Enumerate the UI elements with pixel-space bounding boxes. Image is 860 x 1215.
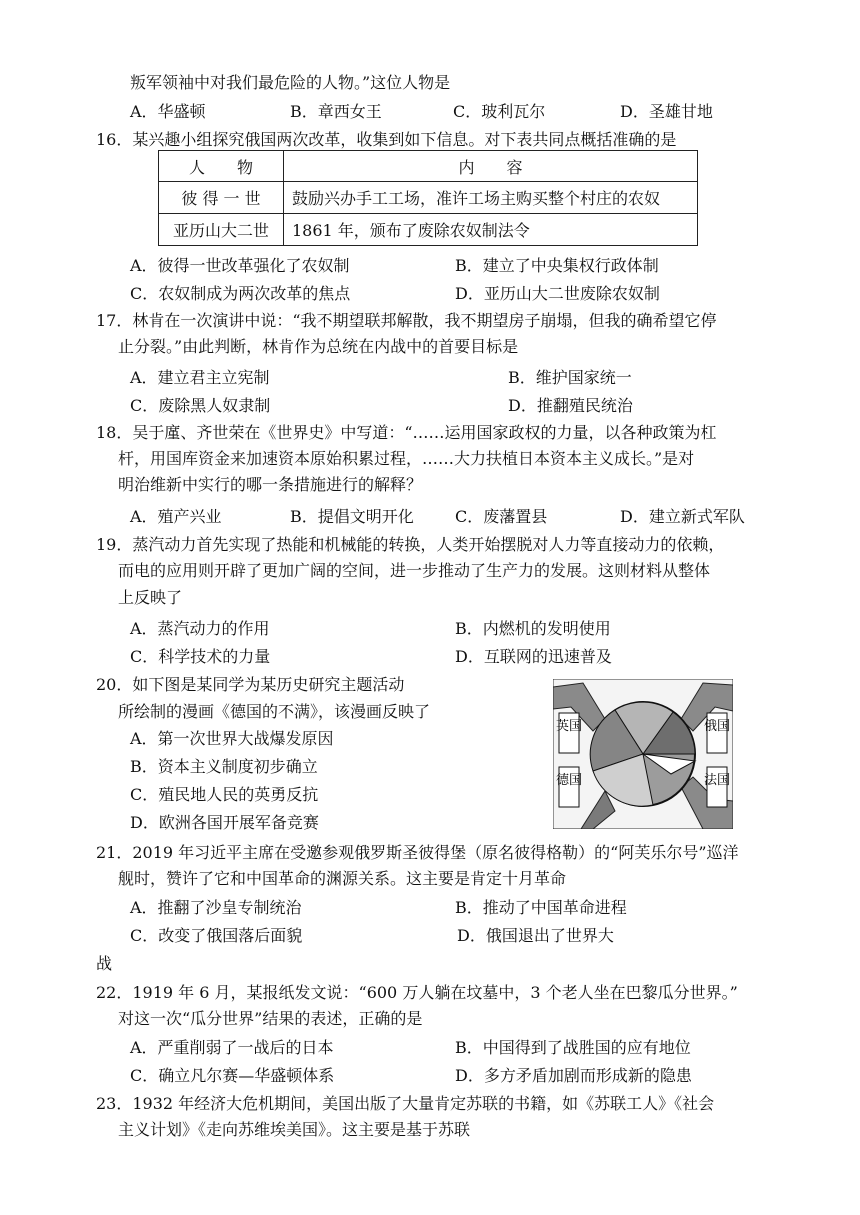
q18-option-b: B．提倡文明开化 (290, 507, 414, 526)
table-cell: 鼓励兴办手工工场，准许工场主购买整个村庄的农奴 (284, 182, 698, 214)
q21-option-c: C．改变了俄国落后面貌 (130, 926, 303, 945)
q21-stem-line-2: 舰时，赞许了它和中国革命的渊源关系。这主要是肯定十月革命 (118, 869, 567, 888)
cartoon-label-germany: 德国 (555, 773, 583, 788)
q22-option-a: A．严重削弱了一战后的日本 (130, 1038, 334, 1057)
table-cell: 彼 得 一 世 (159, 182, 284, 214)
q19-stem-line-2: 而电的应用则开辟了更加广阔的空间，进一步推动了生产力的发展。这则材料从整体 (118, 561, 711, 580)
q15-option-a: A．华盛顿 (130, 102, 206, 121)
table-cell: 1861 年，颁布了废除农奴制法令 (284, 214, 698, 246)
q22-stem-line-1: 22．1919 年 6 月，某报纸发文说：“600 万人躺在坟墓中，3 个老人坐在巴黎瓜分世界。” (96, 983, 738, 1002)
q22-option-b: B．中国得到了战胜国的应有地位 (455, 1038, 691, 1057)
cartoon-label-russia: 俄国 (703, 719, 731, 734)
q18-stem-line-2: 杆，用国库资金来加速资本原始积累过程，……大力扶植日本资本主义成长。”是对 (118, 449, 695, 468)
q19-option-c: C．科学技术的力量 (130, 647, 271, 666)
table-header-row (159, 151, 698, 182)
q15-option-d: D．圣雄甘地 (620, 102, 713, 121)
q21-option-a: A．推翻了沙皇专制统治 (130, 898, 302, 917)
q15-stem-line: 叛军领袖中对我们最危险的人物。”这位人物是 (130, 73, 451, 92)
q17-option-d: D．推翻殖民统治 (508, 396, 633, 415)
cartoon-label-france: 法国 (703, 773, 731, 788)
q16-option-d: D．亚历山大二世废除农奴制 (455, 284, 660, 303)
q21-option-d: D．俄国退出了世界大 (457, 926, 614, 945)
q16-stem: 16．某兴趣小组探究俄国两次改革，收集到如下信息。对下表共同点概括准确的是 (96, 130, 677, 149)
q22-stem-line-2: 对这一次“瓜分世界”结果的表述，正确的是 (118, 1009, 423, 1028)
q19-option-a: A．蒸汽动力的作用 (130, 619, 270, 638)
q18-option-d: D．建立新式军队 (620, 507, 745, 526)
q18-option-c: C．废藩置县 (455, 507, 548, 526)
cartoon-germany-discontent (553, 679, 733, 829)
q20-option-b: B．资本主义制度初步确立 (130, 757, 318, 776)
q17-stem-line-1: 17．林肯在一次演讲中说：“我不期望联邦解散，我不期望房子崩塌，但我的确希望它停 (96, 311, 717, 330)
q16-option-b: B．建立了中央集权行政体制 (455, 256, 659, 275)
q18-option-a: A．殖产兴业 (130, 507, 222, 526)
q18-stem-line-3: 明治维新中实行的哪一条措施进行的解释？ (118, 475, 423, 494)
q15-option-c: C．玻利瓦尔 (453, 102, 546, 121)
q17-stem-line-2: 止分裂。”由此判断，林肯作为总统在内战中的首要目标是 (118, 337, 519, 356)
q20-option-a: A．第一次世界大战爆发原因 (130, 729, 334, 748)
q23-stem-line-2: 主义计划》《走向苏维埃美国》。这主要是基于苏联 (118, 1120, 471, 1139)
q18-stem-line-1: 18．吴于廑、齐世荣在《世界史》中写道：“……运用国家政权的力量，以各种政策为杠 (96, 423, 717, 442)
q22-option-d: D．多方矛盾加剧而形成新的隐患 (455, 1066, 692, 1085)
q19-option-b: B．内燃机的发明使用 (455, 619, 611, 638)
q16-option-a: A．彼得一世改革强化了农奴制 (130, 256, 350, 275)
table-header-cell: 内 容 (284, 151, 698, 182)
q16-option-c: C．农奴制成为两次改革的焦点 (130, 284, 351, 303)
q17-option-b: B．维护国家统一 (508, 368, 632, 387)
q19-stem-line-3: 上反映了 (118, 588, 183, 607)
q23-stem-line-1: 23．1932 年经济大危机期间，美国出版了大量肯定苏联的书籍，如《苏联工人》《社会 (96, 1094, 715, 1113)
q21-stem-line-1: 21．2019 年习近平主席在受邀参观俄罗斯圣彼得堡（原名彼得格勒）的“阿芙乐尔号”巡洋 (96, 843, 739, 862)
q15-option-b: B．章西女王 (290, 102, 382, 121)
table-row (159, 214, 698, 246)
q20-stem-line-2: 所绘制的漫画《德国的不满》，该漫画反映了 (118, 702, 431, 721)
q21-option-d-wrap: 战 (96, 954, 113, 973)
cartoon-label-britain: 英国 (555, 719, 583, 734)
q16-table (158, 150, 698, 246)
q17-option-a: A．建立君主立宪制 (130, 368, 270, 387)
q20-option-c: C．殖民地人民的英勇反抗 (130, 785, 319, 804)
q17-option-c: C．废除黑人奴隶制 (130, 396, 271, 415)
table-row (159, 182, 698, 214)
q19-stem-line-1: 19．蒸汽动力首先实现了热能和机械能的转换，人类开始摆脱对人力等直接动力的依赖， (96, 535, 725, 554)
q21-option-b: B．推动了中国革命进程 (455, 898, 627, 917)
q19-option-d: D．互联网的迅速普及 (455, 647, 612, 666)
table-header-cell: 人 物 (159, 151, 284, 182)
q20-stem-line-1: 20．如下图是某同学为某历史研究主题活动 (96, 675, 405, 694)
q20-option-d: D．欧洲各国开展军备竞赛 (130, 813, 319, 832)
table-cell: 亚历山大二世 (159, 214, 284, 246)
q22-option-c: C．确立凡尔赛—华盛顿体系 (130, 1066, 335, 1085)
